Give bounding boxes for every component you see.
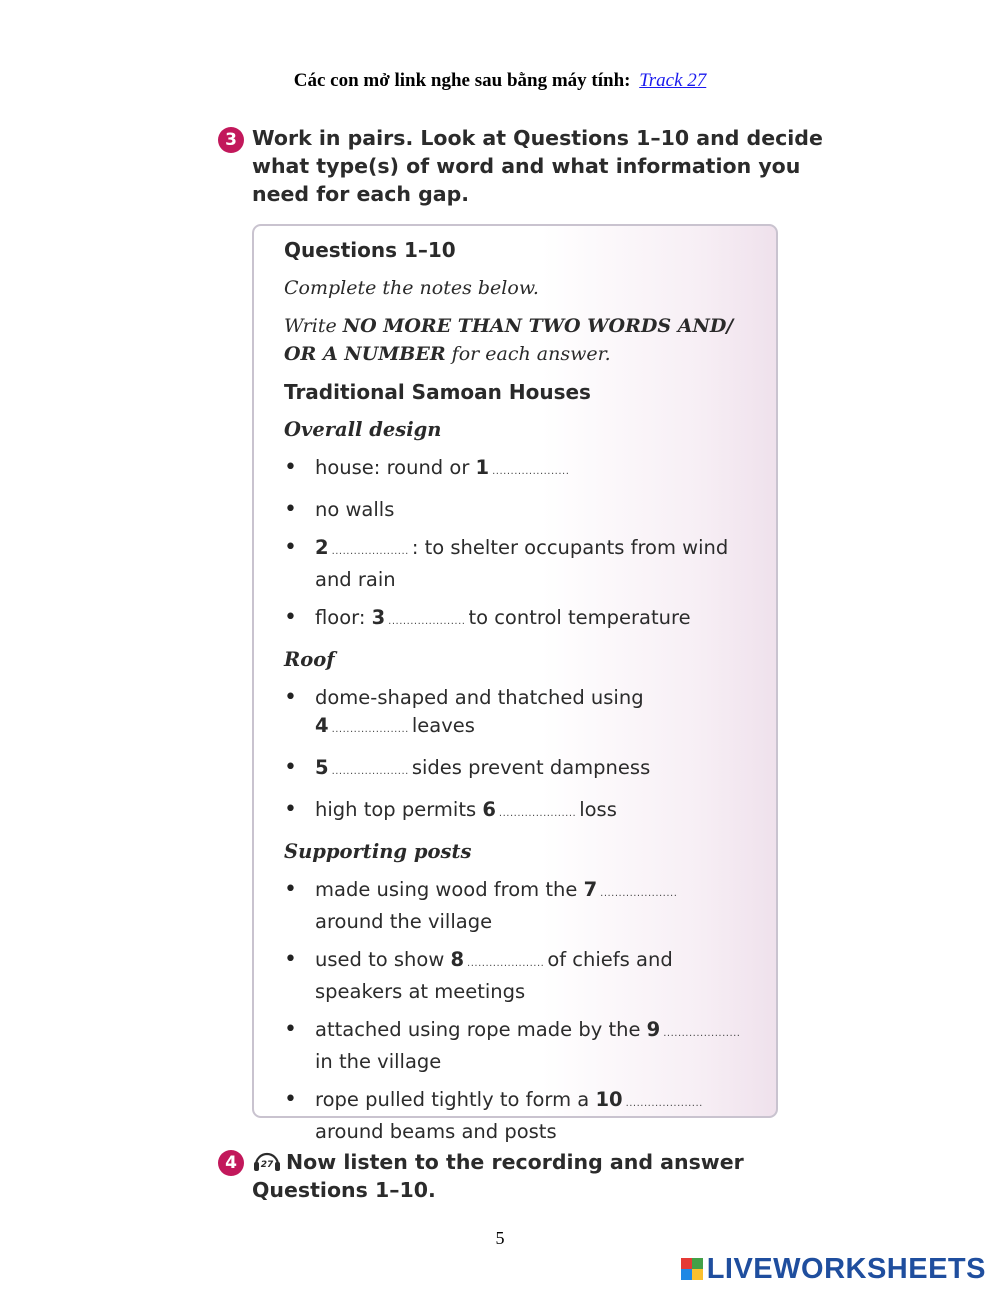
item-text: floor: xyxy=(315,606,366,629)
page-number: 5 xyxy=(495,1228,505,1248)
answer-gap-7[interactable]: ..................... xyxy=(600,888,678,899)
roof-list xyxy=(284,684,754,828)
item-text: loss xyxy=(579,798,617,821)
gap-number-2: 2 xyxy=(315,536,329,559)
list-item xyxy=(284,684,754,744)
gap-number-9: 9 xyxy=(646,1018,661,1041)
item-text: attached using rope made by the xyxy=(315,1018,641,1041)
answer-gap-9[interactable]: ..................... xyxy=(663,1028,741,1039)
gap-number-10: 10 xyxy=(595,1088,623,1111)
list-item xyxy=(284,604,754,636)
list-item xyxy=(284,876,754,936)
instruction-word-limit xyxy=(284,312,754,368)
list-item xyxy=(284,1086,754,1146)
write-bold-2: OR A NUMBER xyxy=(284,343,446,365)
answer-gap-1[interactable]: ..................... xyxy=(492,466,570,477)
item-text-line-2: in the village xyxy=(315,1050,442,1073)
item-text: sides prevent dampness xyxy=(411,756,651,779)
item-text: used to show xyxy=(315,948,445,971)
write-suffix: for each answer. xyxy=(451,343,611,365)
write-prefix: Write xyxy=(284,315,337,337)
gap-number-5: 5 xyxy=(315,756,329,779)
liveworksheets-brand: LIVEWORKSHEETS xyxy=(706,1252,986,1285)
item-text: high top permits xyxy=(315,798,477,821)
item-text-line-2: and rain xyxy=(315,568,396,591)
list-item xyxy=(284,1016,754,1076)
page-header xyxy=(0,70,1000,92)
section-overall-design: Overall design xyxy=(284,418,442,441)
item-text: to control temperature xyxy=(468,606,691,629)
item-text-line-2: around beams and posts xyxy=(315,1120,557,1143)
list-item xyxy=(284,496,754,524)
section-roof: Roof xyxy=(284,648,335,671)
questions-box-content xyxy=(284,236,754,1146)
task-3-number-badge: 3 xyxy=(218,127,244,153)
gap-number-1: 1 xyxy=(475,456,490,479)
item-text: made using wood from the xyxy=(315,878,578,901)
notes-heading: Traditional Samoan Houses xyxy=(284,380,591,404)
task-4-number-badge: 4 xyxy=(218,1150,244,1176)
item-text-line-2: around the village xyxy=(315,910,493,933)
instruction-complete: Complete the notes below. xyxy=(284,277,539,299)
list-item xyxy=(284,754,754,786)
write-bold-1: NO MORE THAN TWO WORDS AND/ xyxy=(342,315,734,337)
track-link[interactable]: Track 27 xyxy=(639,70,707,91)
list-item xyxy=(284,946,754,1006)
overall-design-list xyxy=(284,454,754,636)
task-3-instructions xyxy=(252,124,823,208)
item-text: house: round or xyxy=(315,456,470,479)
liveworksheets-logo xyxy=(681,1252,986,1286)
item-text: of chiefs and xyxy=(547,948,673,971)
headphones-track-icon[interactable] xyxy=(252,1147,282,1173)
item-text: leaves xyxy=(411,714,475,737)
answer-gap-4[interactable]: ..................... xyxy=(331,724,409,735)
list-item xyxy=(284,534,754,594)
gap-number-8: 8 xyxy=(450,948,465,971)
answer-gap-5[interactable]: ..................... xyxy=(331,766,409,777)
task-3-line-3: need for each gap. xyxy=(252,182,470,206)
answer-gap-6[interactable]: ..................... xyxy=(498,808,577,819)
questions-box xyxy=(252,224,778,1143)
task-3-line-2: what type(s) of word and what information you xyxy=(252,154,801,178)
gap-number-4: 4 xyxy=(315,714,329,737)
answer-gap-2[interactable]: ..................... xyxy=(331,546,409,557)
item-text: : to shelter occupants from wind xyxy=(411,536,729,559)
track-number-label: 27 xyxy=(260,1160,274,1170)
answer-gap-8[interactable]: ..................... xyxy=(467,958,545,969)
section-supporting-posts: Supporting posts xyxy=(284,840,472,863)
answer-gap-3[interactable]: ..................... xyxy=(388,616,466,627)
task-4-line-2: Questions 1–10. xyxy=(252,1178,436,1202)
gap-number-6: 6 xyxy=(482,798,496,821)
supporting-posts-list xyxy=(284,876,754,1146)
header-text: Các con mở link nghe sau bằng máy tính: xyxy=(293,70,631,91)
item-text: rope pulled tightly to form a xyxy=(315,1088,590,1111)
task-4-line-1 xyxy=(252,1147,744,1176)
task-4-instructions xyxy=(252,1147,744,1204)
list-item xyxy=(284,454,754,486)
item-text: dome-shaped and thatched using xyxy=(315,686,644,709)
task-4-text-1: Now listen to the recording and answer xyxy=(286,1150,744,1174)
list-item xyxy=(284,796,754,828)
task-3-line-1: Work in pairs. Look at Questions 1–10 and decide xyxy=(252,126,823,150)
gap-number-7: 7 xyxy=(583,878,598,901)
item-text: no walls xyxy=(315,498,395,521)
questions-title: Questions 1–10 xyxy=(284,238,456,262)
gap-number-3: 3 xyxy=(371,606,386,629)
item-text-line-2: speakers at meetings xyxy=(315,980,526,1003)
liveworksheets-logo-icon xyxy=(681,1258,703,1280)
answer-gap-10[interactable]: ..................... xyxy=(625,1098,703,1109)
